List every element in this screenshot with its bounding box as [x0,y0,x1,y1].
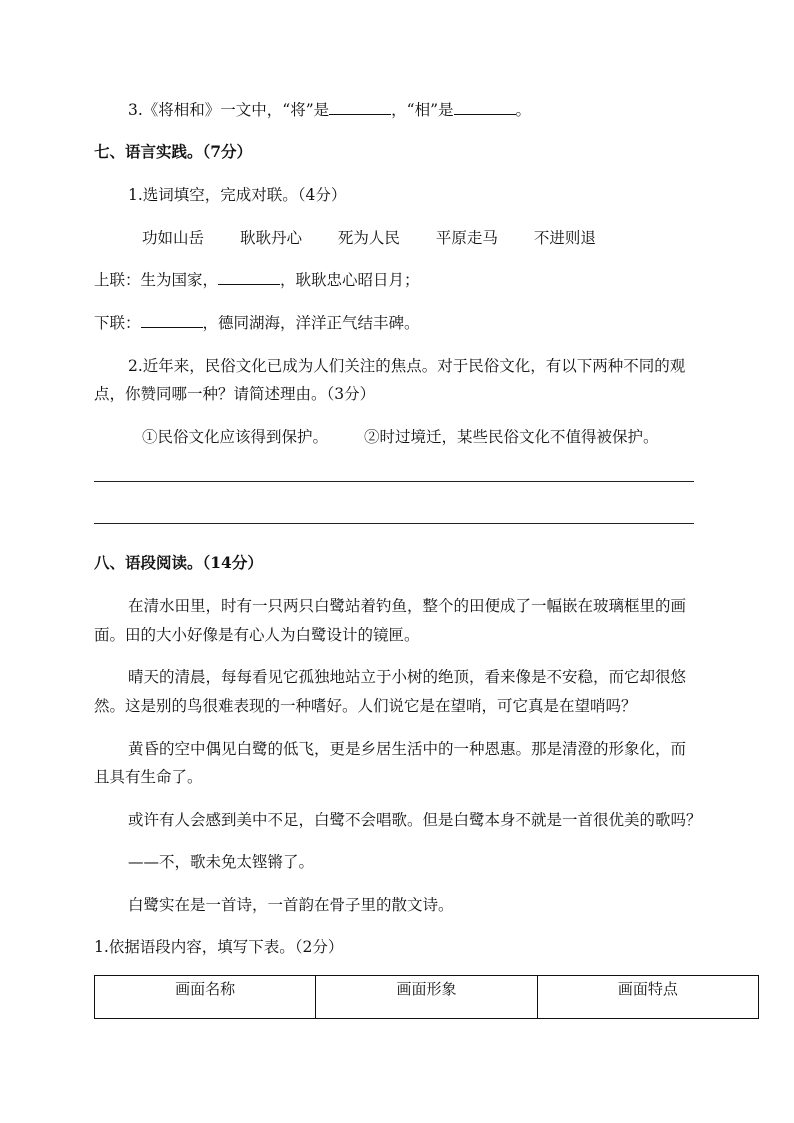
answer-line-1[interactable] [94,481,694,482]
lower-couplet-blank[interactable] [141,313,203,328]
section7-heading: 七、语言实践。（7分） [94,142,253,161]
paragraph-3-line-2: 且具有生命了。 [94,768,203,786]
table-header-cell: 画面形象 [316,976,537,1019]
paragraph-6: 白鹭实在是一首诗，一首韵在骨子里的散文诗。 [128,896,454,914]
paragraph-3-line-1: 黄昏的空中偶见白鹭的低飞，更是乡居生活中的一种恩惠。那是清澄的形象化，而 [128,740,687,758]
upper-couplet-suffix: ，耿耿忠心昭日月； [280,271,420,289]
word-option: 耿耿丹心 [239,229,302,247]
paragraph-4: 或许有人会感到美中不足，白鹭不会唱歌。但是白鹭本身不就是一首很优美的歌吗？ [128,811,702,829]
table-header-row [95,976,759,1019]
paragraph-2-line-1: 晴天的清晨，每每看见它孤独地站立于小树的绝顶，看来像是不安稳，而它却很悠 [128,668,687,686]
table-header-cell: 画面特点 [537,976,758,1019]
section7-q2-line1: 2.近年来，民俗文化已成为人们关注的焦点。对于民俗文化，有以下两种不同的观 [128,357,686,375]
q3-line [128,98,531,120]
q3-mid: ，“相”是 [391,101,454,119]
paragraph-1-line-1: 在清水田里，时有一只两只白鹭站着钓鱼，整个的田便成了一幅嵌在玻璃框里的画 [128,597,687,615]
word-option: 死为人民 [337,229,400,247]
q3-suffix: 。 [515,101,532,119]
lower-couplet-prefix: 下联： [94,314,141,332]
q3-blank-jiang[interactable] [329,100,391,115]
q3-blank-xiang[interactable] [454,100,516,115]
paragraph-5: ——不，歌未免太铿锵了。 [128,853,315,871]
paragraph-2-line-2: 然。这是别的鸟很难表现的一种嗜好。人们说它是在望哨，可它真是在望哨吗？ [94,697,637,715]
word-option: 平原走马 [435,229,498,247]
word-options [142,226,627,248]
view-2: ②时过境迁，某些民俗文化不值得被保护。 [364,428,659,446]
section8-q1-prompt: 1.依据语段内容，填写下表。（2分） [94,938,344,956]
upper-couplet-blank[interactable] [218,270,280,285]
lower-couplet [94,311,420,333]
lower-couplet-suffix: ，德同湖海，洋洋正气结丰碑。 [202,314,420,332]
section7-q1-prompt: 1.选词填空，完成对联。（4分） [128,186,347,204]
table-header-cell: 画面名称 [95,976,316,1019]
upper-couplet-prefix: 上联：生为国家， [94,271,219,289]
view-1: ①民俗文化应该得到保护。 [142,428,329,446]
answer-line-2[interactable] [94,523,694,524]
views-line [142,425,659,447]
word-option: 功如山岳 [142,229,205,247]
word-option: 不进则退 [533,229,596,247]
section8-heading: 八、语段阅读。（14分） [94,553,263,572]
paragraph-1-line-2: 面。田的大小好像是有心人为白鹭设计的镜匣。 [94,626,420,644]
upper-couplet [94,268,420,290]
section7-q2-line2: 点，你赞同哪一种？请简述理由。（3分） [94,385,376,403]
answer-table [94,975,759,1019]
q3-prefix: 3.《将相和》一文中，“将”是 [128,101,330,119]
